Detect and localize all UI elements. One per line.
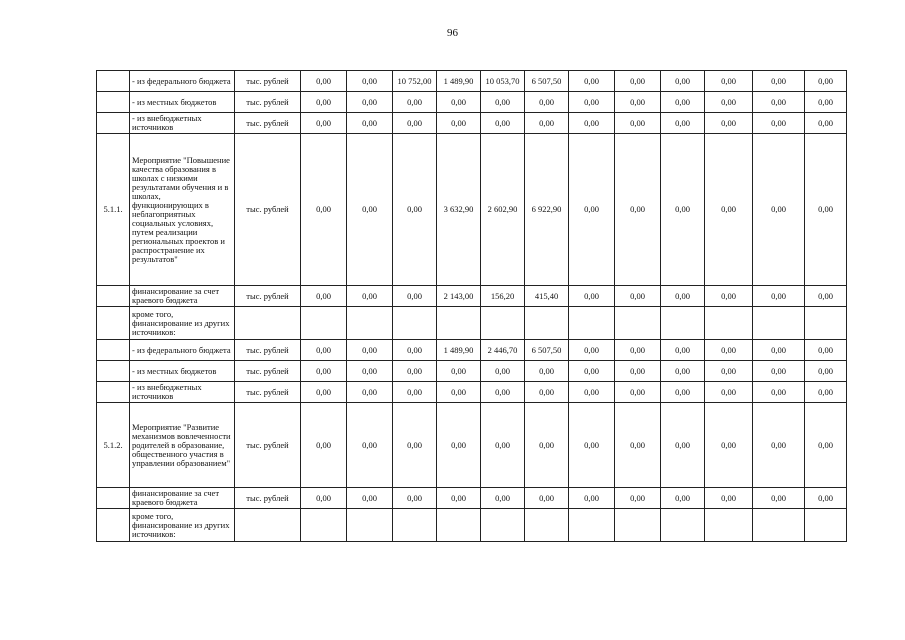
table-row bbox=[97, 134, 847, 286]
value-cell: 0,00 bbox=[805, 92, 847, 113]
value-cell bbox=[437, 509, 481, 542]
value-cell: 10 053,70 bbox=[481, 71, 525, 92]
value-cell: 0,00 bbox=[393, 382, 437, 403]
row-code bbox=[97, 71, 130, 92]
value-cell: 0,00 bbox=[705, 286, 753, 307]
value-cell: 0,00 bbox=[301, 361, 347, 382]
value-cell: 0,00 bbox=[437, 361, 481, 382]
budget-table bbox=[96, 70, 847, 542]
value-cell: 0,00 bbox=[437, 113, 481, 134]
value-cell bbox=[569, 307, 615, 340]
value-cell: 0,00 bbox=[615, 403, 661, 488]
value-cell: 0,00 bbox=[481, 113, 525, 134]
table-row bbox=[97, 71, 847, 92]
row-label: - из внебюджетных источников bbox=[130, 113, 235, 134]
row-code: 5.1.2. bbox=[97, 403, 130, 488]
value-cell: 0,00 bbox=[301, 340, 347, 361]
row-unit: тыс. рублей bbox=[235, 286, 301, 307]
value-cell: 0,00 bbox=[525, 113, 569, 134]
value-cell: 0,00 bbox=[393, 403, 437, 488]
value-cell: 0,00 bbox=[569, 403, 615, 488]
table-row bbox=[97, 382, 847, 403]
value-cell: 0,00 bbox=[301, 134, 347, 286]
value-cell: 0,00 bbox=[569, 134, 615, 286]
value-cell: 2 143,00 bbox=[437, 286, 481, 307]
value-cell: 0,00 bbox=[705, 92, 753, 113]
value-cell bbox=[805, 307, 847, 340]
value-cell: 0,00 bbox=[525, 403, 569, 488]
value-cell: 0,00 bbox=[525, 382, 569, 403]
value-cell: 0,00 bbox=[301, 382, 347, 403]
value-cell: 6 507,50 bbox=[525, 71, 569, 92]
table-row bbox=[97, 113, 847, 134]
value-cell: 0,00 bbox=[347, 403, 393, 488]
table-row bbox=[97, 92, 847, 113]
value-cell: 0,00 bbox=[301, 488, 347, 509]
value-cell: 0,00 bbox=[705, 488, 753, 509]
value-cell: 0,00 bbox=[437, 403, 481, 488]
value-cell: 6 922,90 bbox=[525, 134, 569, 286]
row-label: - из внебюджетных источников bbox=[130, 382, 235, 403]
value-cell: 0,00 bbox=[615, 92, 661, 113]
row-label: финансирование за счет краевого бюджета bbox=[130, 286, 235, 307]
value-cell: 2 602,90 bbox=[481, 134, 525, 286]
value-cell: 0,00 bbox=[753, 71, 805, 92]
value-cell: 0,00 bbox=[437, 92, 481, 113]
table-row bbox=[97, 509, 847, 542]
row-unit: тыс. рублей bbox=[235, 403, 301, 488]
value-cell: 0,00 bbox=[753, 488, 805, 509]
value-cell: 0,00 bbox=[805, 113, 847, 134]
value-cell: 0,00 bbox=[705, 134, 753, 286]
value-cell: 0,00 bbox=[569, 71, 615, 92]
value-cell: 0,00 bbox=[437, 488, 481, 509]
value-cell: 0,00 bbox=[805, 361, 847, 382]
value-cell bbox=[393, 307, 437, 340]
value-cell: 156,20 bbox=[481, 286, 525, 307]
value-cell bbox=[661, 509, 705, 542]
value-cell: 0,00 bbox=[705, 361, 753, 382]
table-row bbox=[97, 403, 847, 488]
value-cell: 0,00 bbox=[705, 403, 753, 488]
value-cell bbox=[481, 509, 525, 542]
value-cell: 0,00 bbox=[805, 488, 847, 509]
value-cell: 0,00 bbox=[753, 403, 805, 488]
row-unit: тыс. рублей bbox=[235, 340, 301, 361]
value-cell: 0,00 bbox=[615, 113, 661, 134]
row-code bbox=[97, 488, 130, 509]
value-cell: 0,00 bbox=[525, 92, 569, 113]
row-unit: тыс. рублей bbox=[235, 361, 301, 382]
value-cell bbox=[753, 307, 805, 340]
value-cell: 0,00 bbox=[301, 71, 347, 92]
value-cell bbox=[569, 509, 615, 542]
row-code bbox=[97, 92, 130, 113]
value-cell: 0,00 bbox=[569, 488, 615, 509]
value-cell: 0,00 bbox=[347, 92, 393, 113]
value-cell bbox=[615, 307, 661, 340]
value-cell: 0,00 bbox=[481, 92, 525, 113]
table-row bbox=[97, 361, 847, 382]
value-cell: 0,00 bbox=[569, 361, 615, 382]
value-cell: 0,00 bbox=[569, 113, 615, 134]
row-unit: тыс. рублей bbox=[235, 92, 301, 113]
row-code bbox=[97, 307, 130, 340]
row-code: 5.1.1. bbox=[97, 134, 130, 286]
value-cell: 0,00 bbox=[347, 361, 393, 382]
table-row bbox=[97, 286, 847, 307]
value-cell: 0,00 bbox=[805, 134, 847, 286]
value-cell: 0,00 bbox=[661, 71, 705, 92]
value-cell: 0,00 bbox=[615, 134, 661, 286]
row-label: кроме того, финансирование из других источников: bbox=[130, 509, 235, 542]
row-unit: тыс. рублей bbox=[235, 488, 301, 509]
value-cell: 0,00 bbox=[615, 361, 661, 382]
value-cell: 0,00 bbox=[347, 134, 393, 286]
value-cell: 0,00 bbox=[705, 113, 753, 134]
value-cell: 0,00 bbox=[481, 488, 525, 509]
value-cell: 0,00 bbox=[301, 286, 347, 307]
value-cell: 10 752,00 bbox=[393, 71, 437, 92]
value-cell bbox=[615, 509, 661, 542]
value-cell: 0,00 bbox=[661, 403, 705, 488]
value-cell: 0,00 bbox=[347, 113, 393, 134]
value-cell: 0,00 bbox=[661, 340, 705, 361]
value-cell: 0,00 bbox=[661, 113, 705, 134]
value-cell bbox=[805, 509, 847, 542]
value-cell: 0,00 bbox=[525, 488, 569, 509]
value-cell: 0,00 bbox=[753, 340, 805, 361]
value-cell: 1 489,90 bbox=[437, 340, 481, 361]
row-label: - из местных бюджетов bbox=[130, 92, 235, 113]
value-cell: 6 507,50 bbox=[525, 340, 569, 361]
row-unit: тыс. рублей bbox=[235, 382, 301, 403]
value-cell: 0,00 bbox=[661, 92, 705, 113]
value-cell bbox=[753, 509, 805, 542]
value-cell: 0,00 bbox=[753, 134, 805, 286]
value-cell: 0,00 bbox=[393, 340, 437, 361]
value-cell: 0,00 bbox=[347, 71, 393, 92]
row-label: кроме того, финансирование из других источников: bbox=[130, 307, 235, 340]
value-cell: 0,00 bbox=[481, 403, 525, 488]
value-cell: 415,40 bbox=[525, 286, 569, 307]
value-cell: 0,00 bbox=[481, 382, 525, 403]
value-cell bbox=[393, 509, 437, 542]
value-cell: 0,00 bbox=[753, 361, 805, 382]
row-label: - из федерального бюджета bbox=[130, 71, 235, 92]
value-cell bbox=[347, 509, 393, 542]
value-cell bbox=[481, 307, 525, 340]
row-unit: тыс. рублей bbox=[235, 71, 301, 92]
value-cell: 0,00 bbox=[615, 71, 661, 92]
row-code bbox=[97, 286, 130, 307]
row-code bbox=[97, 382, 130, 403]
value-cell: 0,00 bbox=[347, 382, 393, 403]
value-cell: 0,00 bbox=[805, 286, 847, 307]
value-cell: 0,00 bbox=[805, 403, 847, 488]
value-cell bbox=[525, 307, 569, 340]
value-cell: 0,00 bbox=[661, 488, 705, 509]
row-label: - из местных бюджетов bbox=[130, 361, 235, 382]
value-cell: 0,00 bbox=[393, 113, 437, 134]
row-code bbox=[97, 509, 130, 542]
table-body bbox=[97, 71, 847, 542]
value-cell: 0,00 bbox=[615, 340, 661, 361]
row-unit bbox=[235, 509, 301, 542]
row-label: финансирование за счет краевого бюджета bbox=[130, 488, 235, 509]
value-cell bbox=[301, 307, 347, 340]
row-label: - из федерального бюджета bbox=[130, 340, 235, 361]
value-cell: 0,00 bbox=[525, 361, 569, 382]
value-cell: 0,00 bbox=[661, 382, 705, 403]
value-cell: 3 632,90 bbox=[437, 134, 481, 286]
value-cell: 0,00 bbox=[661, 134, 705, 286]
value-cell: 0,00 bbox=[347, 488, 393, 509]
row-code bbox=[97, 340, 130, 361]
value-cell: 0,00 bbox=[347, 340, 393, 361]
value-cell bbox=[705, 509, 753, 542]
value-cell: 0,00 bbox=[615, 286, 661, 307]
value-cell: 0,00 bbox=[301, 92, 347, 113]
value-cell: 0,00 bbox=[301, 403, 347, 488]
row-label: Мероприятие "Повышение качества образования в школах с низкими результатами обучения и в школах, функционирующих в неблагоприятных социальных условиях, путем реализации региональных проектов и распространение их результатов" bbox=[130, 134, 235, 286]
value-cell bbox=[525, 509, 569, 542]
value-cell: 0,00 bbox=[393, 92, 437, 113]
page-number: 96 bbox=[447, 27, 458, 39]
value-cell: 0,00 bbox=[393, 134, 437, 286]
value-cell: 0,00 bbox=[705, 71, 753, 92]
value-cell: 0,00 bbox=[661, 361, 705, 382]
row-unit: тыс. рублей bbox=[235, 113, 301, 134]
row-unit: тыс. рублей bbox=[235, 134, 301, 286]
value-cell bbox=[347, 307, 393, 340]
value-cell: 0,00 bbox=[393, 286, 437, 307]
value-cell: 0,00 bbox=[569, 92, 615, 113]
value-cell: 0,00 bbox=[393, 488, 437, 509]
value-cell: 0,00 bbox=[661, 286, 705, 307]
value-cell: 0,00 bbox=[615, 488, 661, 509]
value-cell: 0,00 bbox=[705, 340, 753, 361]
value-cell: 0,00 bbox=[705, 382, 753, 403]
value-cell: 0,00 bbox=[805, 382, 847, 403]
value-cell: 0,00 bbox=[753, 382, 805, 403]
value-cell: 0,00 bbox=[615, 382, 661, 403]
value-cell: 0,00 bbox=[753, 113, 805, 134]
row-unit bbox=[235, 307, 301, 340]
value-cell bbox=[661, 307, 705, 340]
table-row bbox=[97, 488, 847, 509]
value-cell bbox=[437, 307, 481, 340]
value-cell: 0,00 bbox=[753, 286, 805, 307]
value-cell: 0,00 bbox=[569, 382, 615, 403]
value-cell bbox=[705, 307, 753, 340]
value-cell: 0,00 bbox=[347, 286, 393, 307]
row-code bbox=[97, 113, 130, 134]
value-cell: 2 446,70 bbox=[481, 340, 525, 361]
value-cell: 0,00 bbox=[481, 361, 525, 382]
row-label: Мероприятие "Развитие механизмов вовлеченности родителей в образование, общественного участия в управлении образованием" bbox=[130, 403, 235, 488]
value-cell: 0,00 bbox=[805, 71, 847, 92]
value-cell bbox=[301, 509, 347, 542]
row-code bbox=[97, 361, 130, 382]
value-cell: 0,00 bbox=[437, 382, 481, 403]
value-cell: 0,00 bbox=[301, 113, 347, 134]
value-cell: 1 489,90 bbox=[437, 71, 481, 92]
table-row bbox=[97, 340, 847, 361]
value-cell: 0,00 bbox=[805, 340, 847, 361]
value-cell: 0,00 bbox=[569, 286, 615, 307]
value-cell: 0,00 bbox=[569, 340, 615, 361]
table-row bbox=[97, 307, 847, 340]
value-cell: 0,00 bbox=[753, 92, 805, 113]
value-cell: 0,00 bbox=[393, 361, 437, 382]
